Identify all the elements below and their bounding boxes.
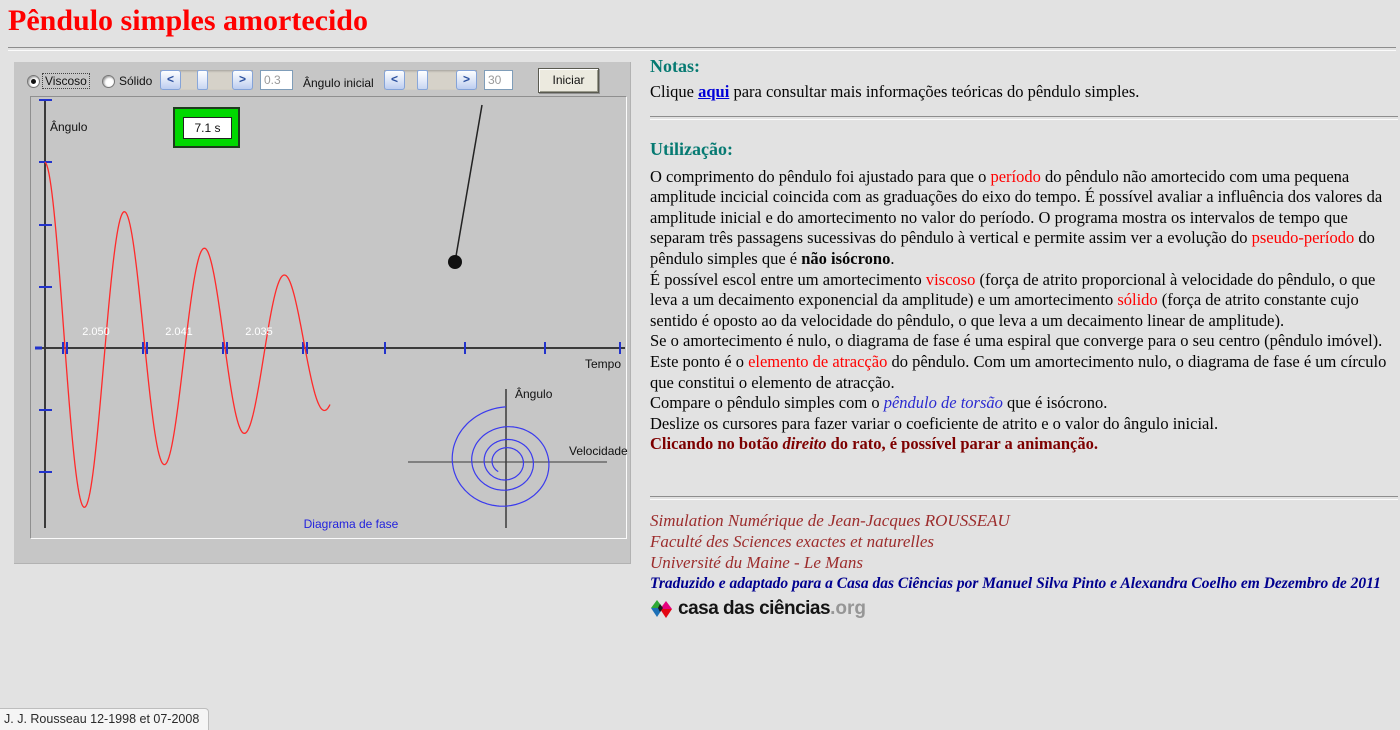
period-label-3: 2.035: [245, 326, 273, 338]
usage-heading: Utilização:: [650, 138, 733, 159]
damping-scroll-right-icon[interactable]: >: [232, 70, 253, 90]
elapsed-time-value: 7.1 s: [183, 117, 232, 139]
period-label-2: 2.041: [165, 326, 193, 338]
phase-angle-label: Ângulo: [515, 387, 553, 401]
damping-scrollbar[interactable]: [160, 70, 253, 90]
notes-text: [650, 82, 1398, 103]
credits-block: [650, 510, 1398, 620]
text-segment: do rato, é possível parar a animanção.: [826, 434, 1098, 454]
text-segment: (força de atrito constante cujo sentido é oposto ao da velocidade do pêndulo, o que leva a um decaimento linear de amplitude).: [650, 290, 1359, 330]
text-segment: .: [890, 248, 895, 268]
title-divider: [8, 47, 1396, 51]
angle-scroll-thumb[interactable]: [417, 70, 428, 90]
usage-text: [650, 167, 1398, 455]
text-segment: pseudo-período: [1251, 228, 1355, 248]
simulation-canvas[interactable]: [30, 96, 627, 539]
text-segment: não isócrono: [801, 248, 891, 268]
divider: [650, 496, 1398, 500]
text-segment: Clique: [650, 82, 699, 101]
period-timer-display: [173, 107, 240, 148]
angle-scrollbar[interactable]: [384, 70, 477, 90]
simulation-graphics: [31, 97, 626, 538]
torsion-pendulum-link[interactable]: pêndulo de torsão: [883, 393, 1003, 413]
info-column: [650, 56, 1398, 620]
text-segment: período: [990, 166, 1041, 186]
angle-axis-label: Ângulo: [50, 120, 88, 134]
text-segment: (força de atrito proporcional à velocidade do pêndulo, o que leva a um decaimento exponencial da amplitude) e um amortecimento: [650, 269, 1376, 310]
damping-scroll-thumb[interactable]: [197, 70, 208, 90]
notes-heading: Notas:: [650, 56, 700, 76]
pendulum-bob: [448, 255, 462, 269]
angle-scroll-right-icon[interactable]: >: [456, 70, 477, 90]
pendulum-rod: [455, 105, 482, 262]
text-segment: direito: [782, 434, 827, 454]
damping-scroll-left-icon[interactable]: <: [160, 70, 181, 90]
period-label-1: 2.050: [82, 326, 110, 338]
text-segment: Compare o pêndulo simples com o: [650, 393, 884, 413]
phase-spiral: [452, 407, 549, 506]
status-bar: J. J. Rousseau 12-1998 et 07-2008: [0, 708, 209, 730]
casa-das-ciencias-logo: [650, 598, 1398, 620]
text-segment: sólido: [1117, 290, 1158, 310]
page-title: Pêndulo simples amortecido: [8, 4, 368, 37]
applet-panel: [14, 62, 631, 564]
initial-angle-label: Ângulo inicial: [303, 76, 374, 90]
angle-value-field[interactable]: 30: [484, 70, 513, 90]
theory-link[interactable]: aqui: [698, 82, 730, 101]
text-segment: Clicando no botão: [650, 434, 783, 454]
damping-value-field[interactable]: 0.3: [260, 70, 293, 90]
text-segment: para consultar mais informações teóricas do pêndulo simples.: [729, 82, 1140, 101]
phase-velocity-label: Velocidade: [569, 444, 628, 458]
text-segment: elemento de atracção: [748, 351, 888, 371]
text-segment: O comprimento do pêndulo foi ajustado para que o: [650, 166, 991, 186]
text-segment: É possível escol entre um amortecimento: [650, 269, 926, 289]
text-segment: que é isócrono.: [1002, 393, 1108, 413]
credit-line: Faculté des Sciences exactes et naturelles: [650, 531, 935, 551]
phase-diagram-caption: Diagrama de fase: [303, 517, 399, 531]
radio-viscoso-label[interactable]: Viscoso: [42, 73, 90, 89]
text-segment: do pêndulo. Com um amortecimento nulo, o diagrama de fase é um círculo que constitui o elemento de atracção.: [650, 351, 1387, 392]
angle-scroll-left-icon[interactable]: <: [384, 70, 405, 90]
time-axis-label: Tempo: [585, 357, 622, 371]
text-segment: viscoso: [925, 269, 976, 289]
translation-credit: Traduzido e adaptado para a Casa das Ciências por Manuel Silva Pinto e Alexandra Coelho em Dezembro de 2011: [650, 574, 1381, 592]
text-segment: do pêndulo simples que é: [650, 228, 1375, 268]
radio-viscoso[interactable]: [27, 75, 40, 88]
text-segment: Deslize os cursores para fazer variar o coeficiente de atrito e o valor do ângulo inicial.: [650, 413, 1219, 433]
radio-solido[interactable]: [102, 75, 115, 88]
text-segment: Se o amortecimento é nulo, o diagrama de fase é uma espiral que converge para o seu centro (pêndulo imóvel). Este ponto é o: [650, 331, 1383, 371]
text-segment: do pêndulo não amortecido com uma pequena amplitude incicial coincida com as graduações do eixo do tempo. É possível avaliar a influência dos valores da amplitude inicial e do amortecimento no valor do período. O programa mostra os intervalos de tempo que separam três passagens sucessivas do pêndulo à vertical e permite assim ver a evolução do: [650, 166, 1383, 248]
start-button[interactable]: Iniciar: [538, 68, 599, 93]
logo-org: .org: [830, 597, 866, 619]
divider: [650, 116, 1398, 120]
radio-dot: [31, 79, 36, 84]
logo-text: casa das ciências: [678, 597, 831, 619]
radio-solido-label[interactable]: Sólido: [119, 74, 153, 88]
credit-line: Université du Maine - Le Mans: [650, 552, 863, 572]
casa-das-ciencias-logo-icon: [650, 599, 674, 619]
credit-line: Simulation Numérique de Jean-Jacques ROUSSEAU: [650, 510, 1010, 530]
